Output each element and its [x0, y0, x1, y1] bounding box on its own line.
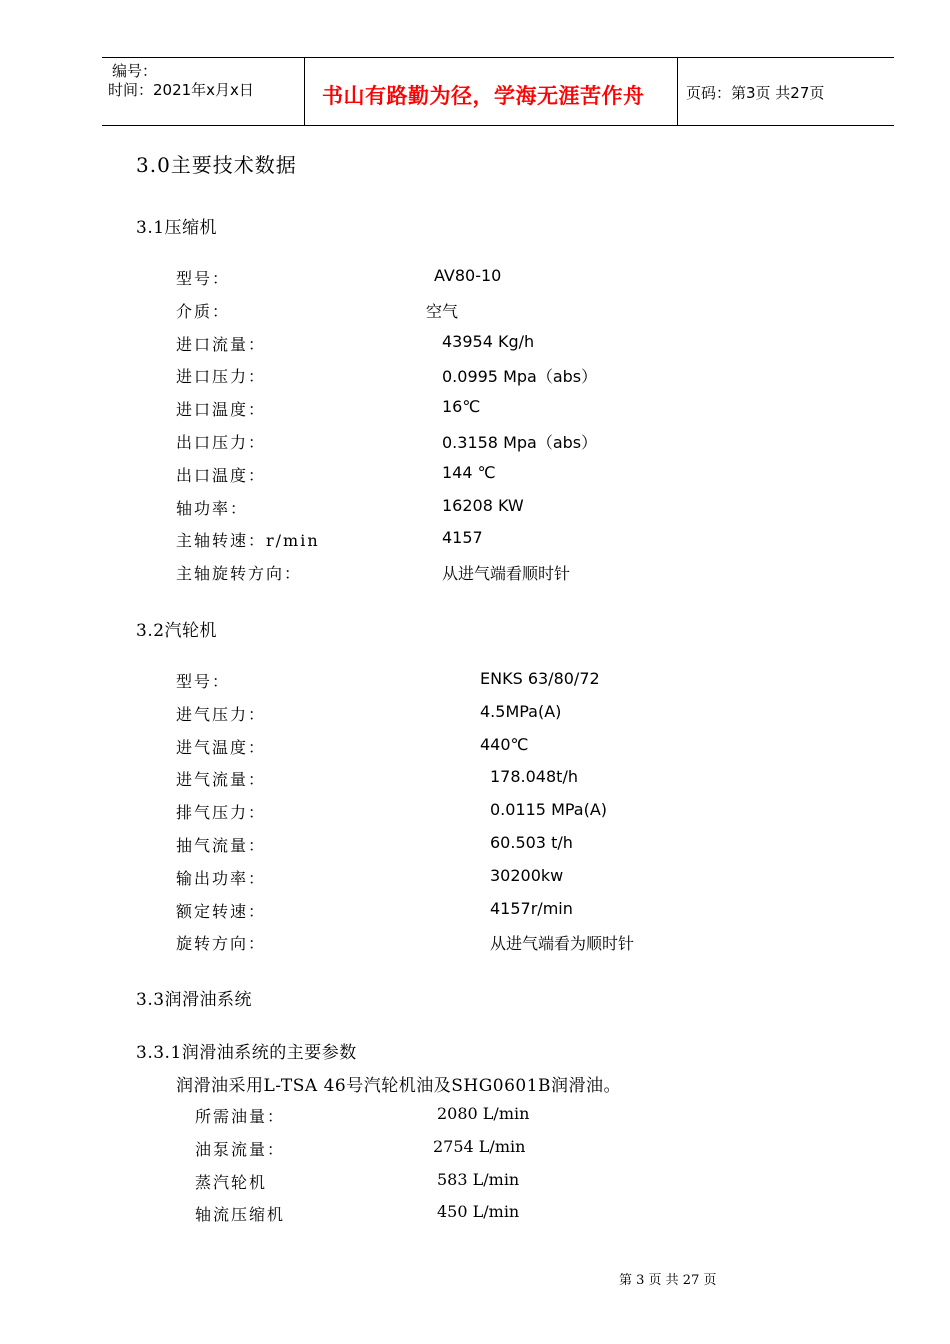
spec-label: 排气压力：: [176, 803, 267, 823]
header-top-rule: [102, 57, 894, 58]
spec-label: 进口温度：: [176, 400, 267, 420]
spec-row: [176, 931, 876, 953]
spec-label: 进气温度：: [176, 737, 267, 757]
section-3-0-title: 3.0主要技术数据: [136, 153, 297, 177]
spec-label: 型号：: [176, 672, 231, 691]
spec-value: 178.048t/h: [490, 767, 578, 787]
spec-row: [176, 702, 876, 724]
spec-label: 主轴转速：r/min: [176, 531, 320, 551]
spec-value: 16208 KW: [442, 495, 524, 515]
spec-label: 出口压力：: [176, 433, 267, 452]
header-page-label: 页码：第3页 共27页: [686, 84, 825, 102]
spec-value: 43954 Kg/h: [442, 331, 535, 351]
lube-oil-intro: 润滑油采用L-TSA 46号汽轮机油及SHG0601B润滑油。: [176, 1076, 622, 1096]
spec-row: [176, 397, 876, 419]
spec-label: 主轴旋转方向：: [176, 564, 303, 584]
spec-row: [176, 299, 876, 321]
spec-value: 144 ℃: [442, 462, 496, 482]
spec-row: [176, 463, 876, 485]
spec-label: 输出功率：: [176, 868, 267, 888]
spec-row: [176, 332, 876, 354]
spec-value: 450 L/min: [437, 1202, 520, 1222]
spec-value: 空气: [426, 301, 459, 321]
spec-label: 抽气流量：: [176, 836, 267, 855]
spec-value: 从进气端看为顺时针: [490, 934, 635, 954]
spec-label: 蒸汽轮机: [195, 1172, 268, 1192]
spec-row: [195, 1137, 895, 1159]
spec-value: 30200kw: [490, 865, 564, 885]
section-3-3-title: 3.3润滑油系统: [136, 990, 253, 1010]
spec-label: 进口压力：: [176, 367, 267, 387]
spec-value: 4157r/min: [490, 898, 573, 918]
spec-row: [176, 767, 876, 789]
spec-row: [176, 866, 876, 888]
section-3-1-title: 3.1压缩机: [136, 218, 218, 238]
spec-row: [195, 1202, 895, 1224]
header-bottom-rule: [102, 125, 894, 126]
spec-label: 进气压力：: [176, 704, 267, 724]
document-time-label: 时间：2021年x月x日: [108, 81, 254, 99]
spec-label: 型号：: [176, 269, 231, 288]
spec-label: 轴功率：: [176, 498, 249, 518]
spec-value: 2754 L/min: [433, 1136, 526, 1156]
section-3-3-1-title: 3.3.1润滑油系统的主要参数: [136, 1043, 357, 1063]
spec-value: 4.5MPa(A): [480, 701, 562, 721]
spec-label: 额定转速：: [176, 901, 267, 921]
spec-row: [176, 430, 876, 452]
spec-value: 60.503 t/h: [490, 833, 573, 852]
section-3-2-title: 3.2汽轮机: [136, 621, 218, 641]
spec-label: 油泵流量：: [195, 1139, 286, 1159]
spec-label: 出口温度：: [176, 465, 267, 485]
spec-label: 轴流压缩机: [195, 1205, 286, 1225]
spec-value: 从进气端看顺时针: [442, 564, 571, 584]
spec-value: 583 L/min: [437, 1169, 520, 1189]
header-divider-left: [304, 58, 305, 125]
document-number-label: 编号：: [112, 62, 158, 80]
spec-value: 2080 L/min: [437, 1104, 530, 1123]
spec-row: [176, 800, 876, 822]
spec-row: [176, 364, 876, 386]
spec-row: [176, 669, 876, 691]
spec-row: [176, 561, 876, 583]
spec-row: [195, 1104, 895, 1126]
spec-value: 0.0115 MPa(A): [490, 800, 608, 820]
spec-value: 0.0995 Mpa（abs）: [442, 367, 598, 387]
spec-row: [176, 528, 876, 550]
spec-row: [176, 496, 876, 518]
footer-page-number: 第 3 页 共 27 页: [619, 1273, 717, 1288]
spec-label: 旋转方向：: [176, 934, 267, 954]
spec-value: AV80-10: [434, 266, 502, 285]
spec-label: 进口流量：: [176, 334, 267, 354]
spec-row: [176, 833, 876, 855]
spec-row: [195, 1170, 895, 1192]
spec-row: [176, 735, 876, 757]
spec-value: 440℃: [480, 734, 529, 754]
spec-row: [176, 899, 876, 921]
spec-value: 0.3158 Mpa（abs）: [442, 433, 598, 452]
header-motto: 书山有路勤为径，学海无涯苦作舟: [322, 84, 645, 108]
spec-row: [176, 266, 876, 288]
spec-value: ENKS 63/80/72: [480, 669, 600, 688]
spec-value: 4157: [442, 528, 483, 548]
spec-label: 介质：: [176, 301, 231, 321]
spec-label: 所需油量：: [195, 1107, 286, 1126]
spec-value: 16℃: [442, 397, 481, 417]
header-divider-right: [677, 58, 678, 125]
spec-label: 进气流量：: [176, 770, 267, 790]
